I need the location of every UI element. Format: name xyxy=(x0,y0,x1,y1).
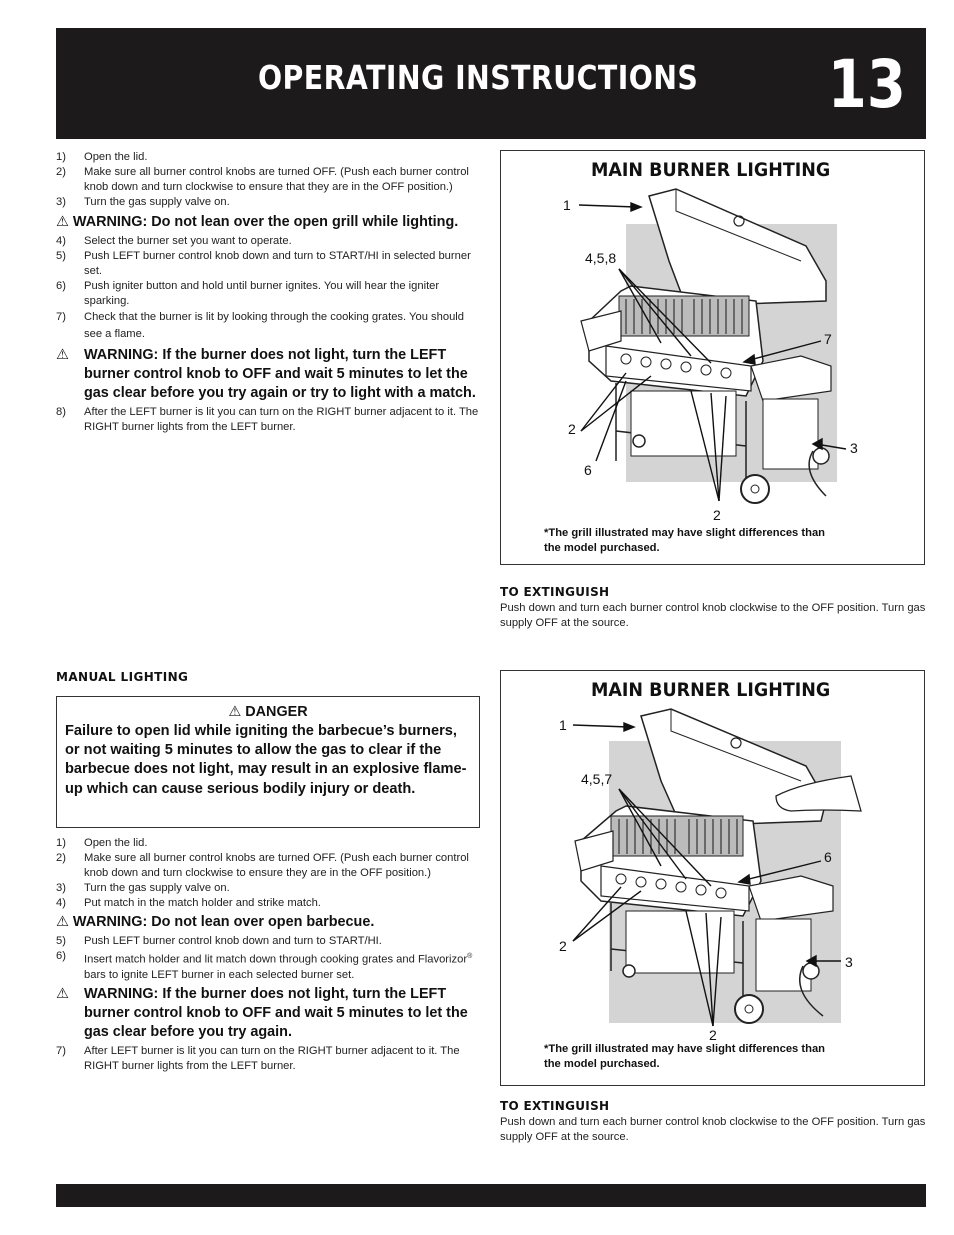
callout-label: 1 xyxy=(559,717,567,733)
warning-no-light-manual: ⚠ WARNING: If the burner does not light, turn the LEFT burner control knob to OFF and wait 5 minutes to let the gas clear before you try again. xyxy=(56,985,468,1040)
warning-icon: ⚠ xyxy=(56,347,69,363)
step-item: 4) Select the burner set you want to operate. xyxy=(56,235,292,247)
step-item: 3) Turn the gas supply valve on. xyxy=(56,882,230,894)
page-number: 13 xyxy=(827,46,906,123)
danger-heading: ⚠ DANGER xyxy=(228,704,308,720)
manual-lighting-heading: MANUAL LIGHTING xyxy=(56,670,189,684)
warning-icon: ⚠ xyxy=(56,985,69,1002)
callout-label: 2 xyxy=(709,1027,717,1043)
callout-label: 3 xyxy=(845,954,853,970)
steps-group-c xyxy=(56,405,484,435)
warning-lean: ⚠ WARNING: Do not lean over the open grill while lighting. xyxy=(56,214,459,230)
extinguish-text: Push down and turn each burner control knob clockwise to the OFF position. Turn gas supply OFF at the source. xyxy=(500,1116,926,1143)
step-item: 7) Check that the burner is lit by looking through the cooking grates. You should see a flame. xyxy=(56,311,464,340)
manual-lighting-steps xyxy=(56,836,484,1074)
page-title: OPERATING INSTRUCTIONS xyxy=(258,58,699,97)
manual-steps-a xyxy=(56,836,484,911)
callout-label: 1 xyxy=(563,197,571,213)
step-item: 3) Turn the gas supply valve on. xyxy=(56,196,230,208)
grill-illustration xyxy=(501,151,926,566)
step-item: 8) After the LEFT burner is lit you can turn on the RIGHT burner adjacent to it. The RIGHT burner lights from the LEFT burner. xyxy=(56,406,479,433)
manual-steps-c xyxy=(56,1044,484,1074)
step-item: 5) Push LEFT burner control knob down and turn to START/HI in selected burner set. xyxy=(56,250,471,277)
callout-label: 2 xyxy=(568,421,576,437)
step-item: 6) Insert match holder and lit match down through cooking grates and Flavorizor® bars to ignite LEFT burner in each selected burner set. xyxy=(56,950,473,981)
step-item: 6) Push igniter button and hold until burner ignites. You will hear the igniter sparking. xyxy=(56,280,440,307)
step-item: 7) After LEFT burner is lit you can turn on the RIGHT burner adjacent to it. The RIGHT burner lights from the LEFT burner. xyxy=(56,1044,460,1072)
figure-note: *The grill illustrated may have slight differences than the model purchased. xyxy=(544,1043,826,1070)
warning-icon: ⚠ xyxy=(56,214,69,230)
callout-label: 2 xyxy=(713,507,721,523)
figure-note: *The grill illustrated may have slight differences than the model purchased. xyxy=(544,527,826,554)
step-item: 4) Put match in the match holder and strike match. xyxy=(56,897,321,909)
callout-label: 4,5,8 xyxy=(585,250,617,266)
figure-title: MAIN BURNER LIGHTING xyxy=(591,679,831,701)
step-item: 1) Open the lid. xyxy=(56,151,148,163)
callout-label: 6 xyxy=(584,462,592,478)
extinguish-heading: TO EXTINGUISH xyxy=(500,585,610,599)
callout-label: 2 xyxy=(559,938,567,954)
steps-group-b xyxy=(56,234,484,343)
danger-box xyxy=(56,696,480,828)
callout-label: 6 xyxy=(824,849,832,865)
grill-illustration xyxy=(501,671,926,1087)
callout-label: 3 xyxy=(850,440,858,456)
lighting-instructions xyxy=(56,150,484,435)
step-item: 2) Make sure all burner control knobs are turned OFF. (Push each burner control knob down and turn clockwise to ensure that they are in the OFF position.) xyxy=(56,166,469,193)
callout-label: 4,5,7 xyxy=(581,771,613,787)
warning-icon: ⚠ xyxy=(228,704,242,720)
extinguish-text: Push down and turn each burner control knob clockwise to the OFF position. Turn gas supply OFF at the source. xyxy=(500,602,926,629)
callout-label: 7 xyxy=(824,331,832,347)
figure-main-burner-lighting-match xyxy=(500,670,925,1086)
figure-title: MAIN BURNER LIGHTING xyxy=(591,159,831,181)
manual-steps-b xyxy=(56,934,484,983)
danger-text: Failure to open lid while igniting the barbecue’s burners, or not waiting 5 minutes to allow the gas to clear if the barbecue does not light, may result in an explosive flame-up which can cause serious bodily injury or death. xyxy=(65,723,467,797)
warning-no-light: ⚠ WARNING: If the burner does not light, turn the LEFT burner control knob to OFF and wait 5 minutes to let the gas clear before you try again or try to light with a match. xyxy=(56,347,476,401)
page-header xyxy=(56,28,926,139)
steps-group-a xyxy=(56,150,484,210)
warning-icon: ⚠ xyxy=(56,914,69,930)
warning-lean-manual: ⚠ WARNING: Do not lean over open barbecue. xyxy=(56,914,375,930)
step-item: 2) Make sure all burner control knobs are turned OFF. (Push each burner control knob down and turn clockwise to ensure they are in the OFF position.) xyxy=(56,852,469,879)
footer-bar xyxy=(56,1184,926,1207)
figure-main-burner-lighting-igniter xyxy=(500,150,925,565)
step-item: 1) Open the lid. xyxy=(56,837,148,849)
extinguish-heading: TO EXTINGUISH xyxy=(500,1099,610,1113)
step-item: 5) Push LEFT burner control knob down and turn to START/HI. xyxy=(56,935,382,947)
